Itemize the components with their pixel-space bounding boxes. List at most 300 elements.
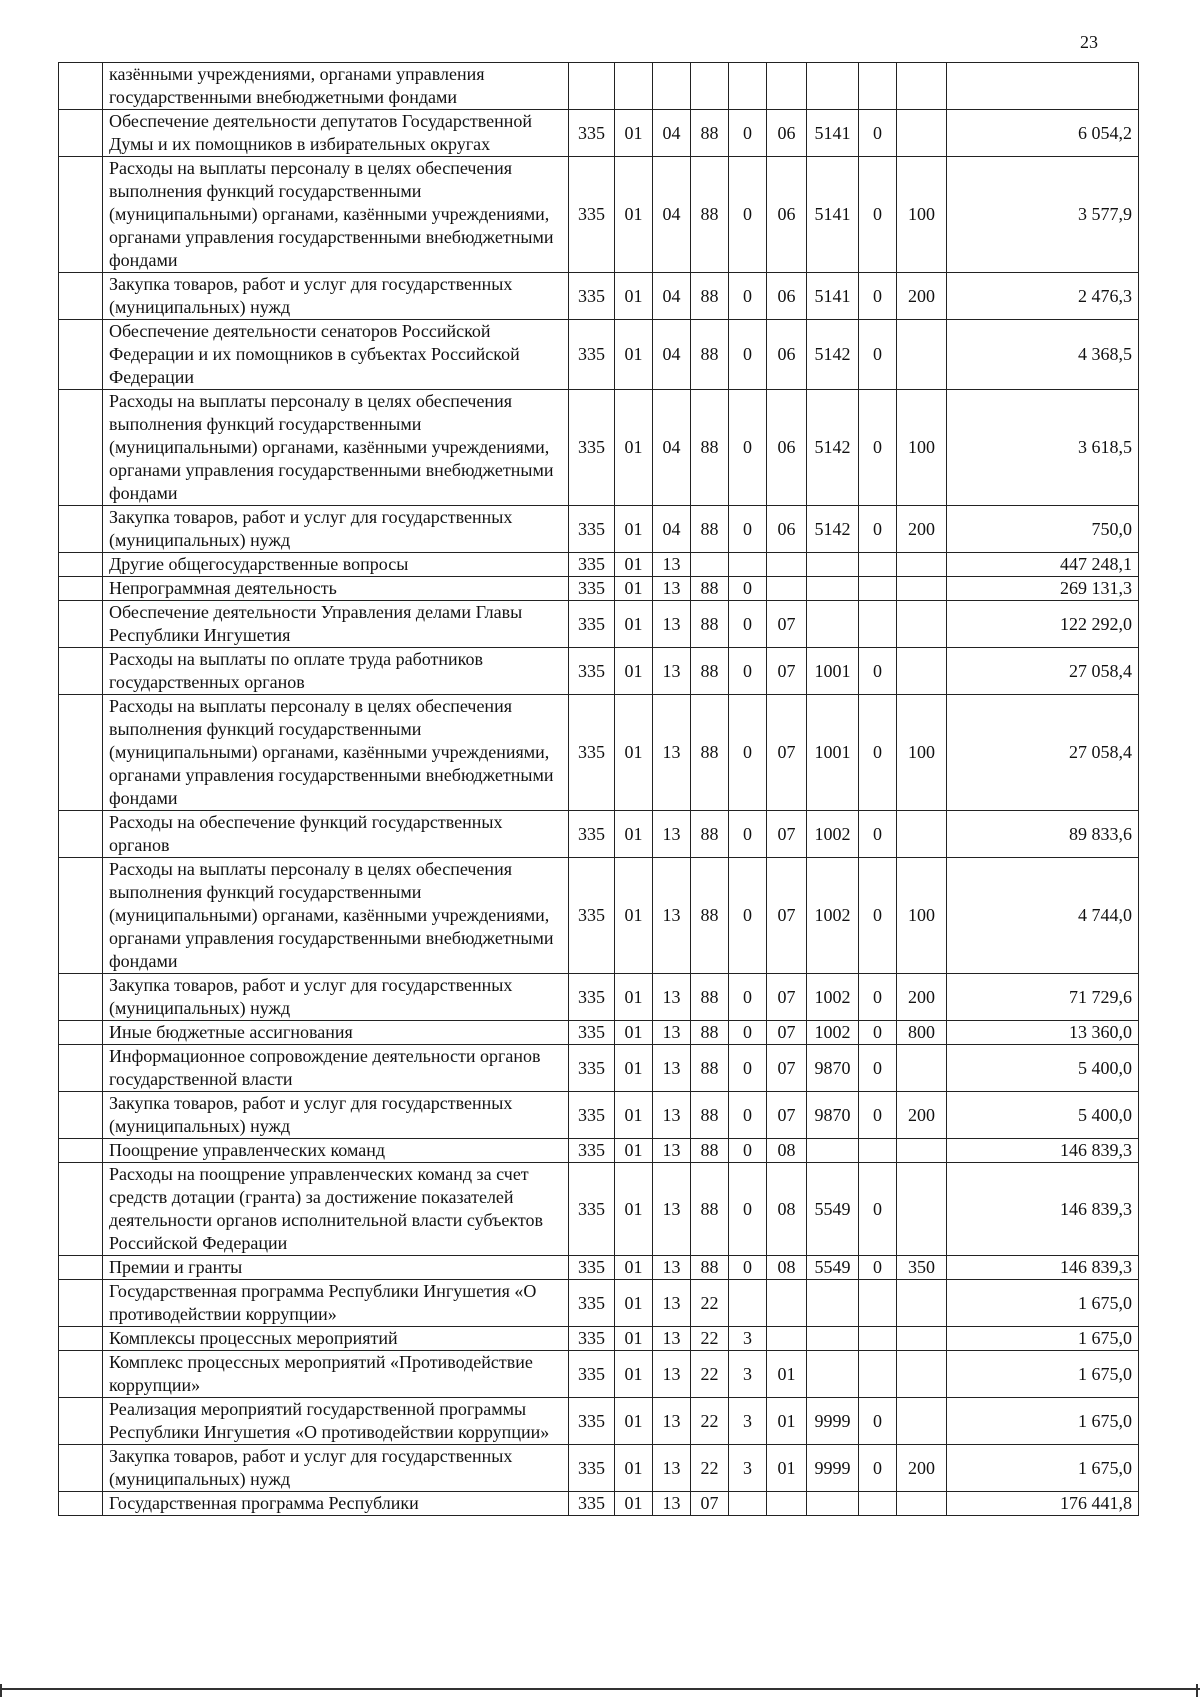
code-section: 01 (615, 1256, 653, 1280)
code-program: 88 (691, 110, 729, 157)
row-name: Закупка товаров, работ и услуг для государственных (муниципальных) нужд (103, 1445, 569, 1492)
code-section: 01 (615, 1445, 653, 1492)
row-name: Расходы на выплаты персоналу в целях обеспечения выполнения функций государственными (муниципальными) органами, казёнными учреждениями, органами управления государственными внебюджетными фондами (103, 695, 569, 811)
code-section: 01 (615, 1351, 653, 1398)
row-margin-cell (59, 1021, 103, 1045)
code-admin: 335 (569, 858, 615, 974)
code-admin: 335 (569, 1445, 615, 1492)
code-admin: 335 (569, 1021, 615, 1045)
code-type (897, 648, 947, 695)
row-amount: 5 400,0 (947, 1045, 1139, 1092)
code-direction: 0 (729, 858, 767, 974)
code-subdirection (767, 1327, 807, 1351)
table-row (59, 273, 1139, 320)
row-margin-cell (59, 1327, 103, 1351)
code-direction: 3 (729, 1398, 767, 1445)
code-subsection: 13 (653, 974, 691, 1021)
code-type (897, 1045, 947, 1092)
code-section: 01 (615, 320, 653, 390)
code-direction: 0 (729, 1092, 767, 1139)
code-section: 01 (615, 506, 653, 553)
code-subsection: 13 (653, 811, 691, 858)
code-type (897, 577, 947, 601)
code-program: 88 (691, 577, 729, 601)
table-row (59, 1351, 1139, 1398)
code-direction: 0 (729, 601, 767, 648)
row-margin-cell (59, 974, 103, 1021)
row-amount: 27 058,4 (947, 695, 1139, 811)
code-expense (807, 1139, 859, 1163)
code-extra (859, 1280, 897, 1327)
code-type (897, 1398, 947, 1445)
code-type (897, 320, 947, 390)
row-margin-cell (59, 390, 103, 506)
table-row (59, 1398, 1139, 1445)
code-direction: 0 (729, 695, 767, 811)
code-direction (729, 553, 767, 577)
code-admin: 335 (569, 390, 615, 506)
code-subdirection: 01 (767, 1351, 807, 1398)
code-expense: 9870 (807, 1092, 859, 1139)
code-expense: 5141 (807, 273, 859, 320)
code-extra: 0 (859, 1092, 897, 1139)
row-margin-cell (59, 320, 103, 390)
row-margin-cell (59, 110, 103, 157)
code-admin: 335 (569, 553, 615, 577)
code-type (897, 1492, 947, 1516)
code-subdirection: 07 (767, 695, 807, 811)
row-margin-cell (59, 577, 103, 601)
code-section: 01 (615, 811, 653, 858)
row-name: Закупка товаров, работ и услуг для государственных (муниципальных) нужд (103, 974, 569, 1021)
row-name: Реализация мероприятий государственной программы Республики Ингушетия «О противодействии коррупции» (103, 1398, 569, 1445)
row-name: Обеспечение деятельности депутатов Государственной Думы и их помощников в избирательных округах (103, 110, 569, 157)
row-name: Поощрение управленческих команд (103, 1139, 569, 1163)
code-direction: 3 (729, 1445, 767, 1492)
code-program (691, 553, 729, 577)
table-row (59, 110, 1139, 157)
code-admin: 335 (569, 1163, 615, 1256)
code-expense (807, 601, 859, 648)
code-section: 01 (615, 1045, 653, 1092)
code-extra: 0 (859, 1398, 897, 1445)
table-row (59, 1445, 1139, 1492)
row-name: Государственная программа Республики (103, 1492, 569, 1516)
table-row (59, 1092, 1139, 1139)
code-subdirection: 01 (767, 1398, 807, 1445)
budget-table (58, 62, 1139, 1516)
code-subdirection: 06 (767, 506, 807, 553)
code-program: 22 (691, 1398, 729, 1445)
row-margin-cell (59, 157, 103, 273)
code-admin: 335 (569, 1492, 615, 1516)
row-name: Расходы на выплаты персоналу в целях обеспечения выполнения функций государственными (муниципальными) органами, казёнными учреждениями, органами управления государственными внебюджетными фондами (103, 157, 569, 273)
table-row (59, 858, 1139, 974)
code-expense: 5549 (807, 1163, 859, 1256)
code-expense: 9999 (807, 1445, 859, 1492)
code-admin: 335 (569, 1398, 615, 1445)
table-row (59, 811, 1139, 858)
code-section: 01 (615, 1092, 653, 1139)
row-name: Обеспечение деятельности сенаторов Российской Федерации и их помощников в субъектах Российской Федерации (103, 320, 569, 390)
code-extra (859, 601, 897, 648)
row-amount: 750,0 (947, 506, 1139, 553)
code-extra: 0 (859, 1045, 897, 1092)
code-extra (859, 1327, 897, 1351)
row-margin-cell (59, 1280, 103, 1327)
code-direction: 0 (729, 1256, 767, 1280)
code-extra: 0 (859, 811, 897, 858)
code-subsection: 04 (653, 390, 691, 506)
code-subdirection: 06 (767, 110, 807, 157)
row-name: Другие общегосударственные вопросы (103, 553, 569, 577)
code-program: 07 (691, 1492, 729, 1516)
code-subdirection: 07 (767, 648, 807, 695)
table-row (59, 648, 1139, 695)
code-admin: 335 (569, 1256, 615, 1280)
table-row (59, 157, 1139, 273)
row-amount: 269 131,3 (947, 577, 1139, 601)
code-expense: 5549 (807, 1256, 859, 1280)
code-section: 01 (615, 1163, 653, 1256)
row-amount: 1 675,0 (947, 1398, 1139, 1445)
code-program: 88 (691, 1021, 729, 1045)
row-amount: 71 729,6 (947, 974, 1139, 1021)
code-type: 200 (897, 273, 947, 320)
row-amount: 122 292,0 (947, 601, 1139, 648)
table-row (59, 1163, 1139, 1256)
row-amount: 146 839,3 (947, 1163, 1139, 1256)
row-margin-cell (59, 1351, 103, 1398)
table-row (59, 601, 1139, 648)
code-program: 88 (691, 1139, 729, 1163)
code-section: 01 (615, 601, 653, 648)
code-direction: 0 (729, 974, 767, 1021)
code-direction: 0 (729, 390, 767, 506)
code-extra (859, 1492, 897, 1516)
row-amount (947, 63, 1139, 110)
code-section: 01 (615, 1280, 653, 1327)
code-expense: 5141 (807, 110, 859, 157)
code-expense (807, 1351, 859, 1398)
code-program: 88 (691, 1163, 729, 1256)
code-direction: 0 (729, 577, 767, 601)
code-type (897, 1163, 947, 1256)
code-admin: 335 (569, 695, 615, 811)
code-expense: 1002 (807, 858, 859, 974)
code-section: 01 (615, 1327, 653, 1351)
row-name: Комплекс процессных мероприятий «Противодействие коррупции» (103, 1351, 569, 1398)
code-expense: 5141 (807, 157, 859, 273)
code-extra: 0 (859, 273, 897, 320)
code-extra (859, 1139, 897, 1163)
row-name: Государственная программа Республики Ингушетия «О противодействии коррупции» (103, 1280, 569, 1327)
code-program (691, 63, 729, 110)
row-name: Непрограммная деятельность (103, 577, 569, 601)
code-subdirection: 07 (767, 601, 807, 648)
code-program: 88 (691, 390, 729, 506)
code-direction: 0 (729, 648, 767, 695)
code-admin: 335 (569, 1351, 615, 1398)
code-subdirection: 08 (767, 1139, 807, 1163)
footer-border-line (0, 1688, 1200, 1690)
row-amount: 2 476,3 (947, 273, 1139, 320)
code-subdirection: 06 (767, 273, 807, 320)
code-admin: 335 (569, 506, 615, 553)
row-name: Иные бюджетные ассигнования (103, 1021, 569, 1045)
row-amount: 5 400,0 (947, 1092, 1139, 1139)
row-amount: 3 577,9 (947, 157, 1139, 273)
code-expense (807, 1280, 859, 1327)
code-subdirection: 06 (767, 157, 807, 273)
code-section (615, 63, 653, 110)
table-row (59, 1256, 1139, 1280)
code-subsection: 13 (653, 1351, 691, 1398)
code-program: 22 (691, 1280, 729, 1327)
code-admin (569, 63, 615, 110)
code-admin: 335 (569, 974, 615, 1021)
code-expense (807, 1327, 859, 1351)
code-subdirection (767, 553, 807, 577)
code-subdirection (767, 63, 807, 110)
code-type: 200 (897, 1445, 947, 1492)
code-expense: 1002 (807, 1021, 859, 1045)
row-margin-cell (59, 1163, 103, 1256)
row-margin-cell (59, 1445, 103, 1492)
page-number: 23 (1080, 32, 1098, 52)
code-admin: 335 (569, 1280, 615, 1327)
code-extra: 0 (859, 648, 897, 695)
code-extra (859, 577, 897, 601)
row-margin-cell (59, 1139, 103, 1163)
row-margin-cell (59, 1092, 103, 1139)
code-subsection: 04 (653, 110, 691, 157)
code-section: 01 (615, 553, 653, 577)
table-row (59, 1021, 1139, 1045)
row-margin-cell (59, 695, 103, 811)
row-amount: 89 833,6 (947, 811, 1139, 858)
code-type (897, 1327, 947, 1351)
code-subsection: 13 (653, 577, 691, 601)
code-expense: 1002 (807, 811, 859, 858)
code-section: 01 (615, 1398, 653, 1445)
code-section: 01 (615, 695, 653, 811)
table-row (59, 506, 1139, 553)
code-type (897, 811, 947, 858)
code-subsection (653, 63, 691, 110)
row-amount: 146 839,3 (947, 1139, 1139, 1163)
code-subsection: 04 (653, 506, 691, 553)
code-expense (807, 63, 859, 110)
code-subsection: 13 (653, 1045, 691, 1092)
row-name: Премии и гранты (103, 1256, 569, 1280)
code-section: 01 (615, 390, 653, 506)
code-type: 200 (897, 1092, 947, 1139)
code-expense: 9870 (807, 1045, 859, 1092)
code-extra: 0 (859, 320, 897, 390)
code-type (897, 553, 947, 577)
row-margin-cell (59, 273, 103, 320)
code-program: 88 (691, 695, 729, 811)
code-program: 88 (691, 858, 729, 974)
code-admin: 335 (569, 1092, 615, 1139)
code-type (897, 1351, 947, 1398)
code-admin: 335 (569, 110, 615, 157)
code-expense: 5142 (807, 506, 859, 553)
code-program: 88 (691, 157, 729, 273)
table-row (59, 1139, 1139, 1163)
row-amount: 447 248,1 (947, 553, 1139, 577)
code-admin: 335 (569, 1327, 615, 1351)
code-subsection: 13 (653, 695, 691, 811)
row-amount: 1 675,0 (947, 1351, 1139, 1398)
code-subsection: 13 (653, 1492, 691, 1516)
row-amount: 6 054,2 (947, 110, 1139, 157)
code-expense: 1001 (807, 695, 859, 811)
code-subsection: 13 (653, 1256, 691, 1280)
code-program: 88 (691, 1256, 729, 1280)
code-type (897, 601, 947, 648)
row-amount: 4 744,0 (947, 858, 1139, 974)
code-section: 01 (615, 577, 653, 601)
code-extra: 0 (859, 506, 897, 553)
row-name: Закупка товаров, работ и услуг для государственных (муниципальных) нужд (103, 1092, 569, 1139)
row-name: Расходы на выплаты персоналу в целях обеспечения выполнения функций государственными (муниципальными) органами, казёнными учреждениями, органами управления государственными внебюджетными фондами (103, 858, 569, 974)
code-expense: 9999 (807, 1398, 859, 1445)
code-type (897, 63, 947, 110)
table-row (59, 390, 1139, 506)
code-subdirection: 08 (767, 1256, 807, 1280)
code-direction (729, 1492, 767, 1516)
code-subdirection: 07 (767, 974, 807, 1021)
code-subsection: 13 (653, 648, 691, 695)
table-row (59, 63, 1139, 110)
code-direction: 0 (729, 273, 767, 320)
code-extra (859, 1351, 897, 1398)
row-amount: 1 675,0 (947, 1327, 1139, 1351)
code-program: 22 (691, 1351, 729, 1398)
row-margin-cell (59, 1492, 103, 1516)
row-amount: 176 441,8 (947, 1492, 1139, 1516)
code-subdirection: 01 (767, 1445, 807, 1492)
row-name: Расходы на выплаты по оплате труда работников государственных органов (103, 648, 569, 695)
code-program: 88 (691, 811, 729, 858)
code-expense (807, 553, 859, 577)
code-subsection: 13 (653, 1163, 691, 1256)
code-direction: 0 (729, 1045, 767, 1092)
code-extra: 0 (859, 858, 897, 974)
code-subdirection: 07 (767, 1092, 807, 1139)
code-admin: 335 (569, 320, 615, 390)
code-type (897, 1139, 947, 1163)
code-subdirection: 07 (767, 1021, 807, 1045)
code-type: 200 (897, 974, 947, 1021)
table-row (59, 1327, 1139, 1351)
row-name: Расходы на выплаты персоналу в целях обеспечения выполнения функций государственными (муниципальными) органами, казёнными учреждениями, органами управления государственными внебюджетными фондами (103, 390, 569, 506)
code-type: 350 (897, 1256, 947, 1280)
row-name: казёнными учреждениями, органами управления государственными внебюджетными фондами (103, 63, 569, 110)
row-margin-cell (59, 1398, 103, 1445)
row-margin-cell (59, 858, 103, 974)
code-direction (729, 63, 767, 110)
code-direction (729, 1280, 767, 1327)
table-row (59, 1280, 1139, 1327)
code-direction: 0 (729, 506, 767, 553)
code-subdirection: 07 (767, 811, 807, 858)
code-program: 22 (691, 1445, 729, 1492)
row-margin-cell (59, 811, 103, 858)
code-program: 88 (691, 974, 729, 1021)
code-type: 100 (897, 695, 947, 811)
code-admin: 335 (569, 577, 615, 601)
code-expense: 1001 (807, 648, 859, 695)
code-subsection: 13 (653, 858, 691, 974)
table-row (59, 695, 1139, 811)
code-direction: 0 (729, 1139, 767, 1163)
row-name: Расходы на поощрение управленческих команд за счет средств дотации (гранта) за достижение показателей деятельности органов исполнительной власти субъектов Российской Федерации (103, 1163, 569, 1256)
code-direction: 0 (729, 1163, 767, 1256)
code-section: 01 (615, 157, 653, 273)
code-type: 100 (897, 157, 947, 273)
code-direction: 3 (729, 1327, 767, 1351)
row-name: Обеспечение деятельности Управления делами Главы Республики Ингушетия (103, 601, 569, 648)
row-margin-cell (59, 1256, 103, 1280)
code-subdirection: 07 (767, 858, 807, 974)
code-direction: 3 (729, 1351, 767, 1398)
code-extra (859, 63, 897, 110)
code-type: 100 (897, 390, 947, 506)
table-row (59, 320, 1139, 390)
code-extra (859, 553, 897, 577)
row-name: Закупка товаров, работ и услуг для государственных (муниципальных) нужд (103, 273, 569, 320)
row-amount: 1 675,0 (947, 1445, 1139, 1492)
code-direction: 0 (729, 320, 767, 390)
code-extra: 0 (859, 1163, 897, 1256)
code-extra: 0 (859, 695, 897, 811)
code-program: 88 (691, 320, 729, 390)
code-extra: 0 (859, 110, 897, 157)
code-extra: 0 (859, 1021, 897, 1045)
code-expense: 1002 (807, 974, 859, 1021)
code-extra: 0 (859, 974, 897, 1021)
code-subdirection: 08 (767, 1163, 807, 1256)
code-section: 01 (615, 1139, 653, 1163)
code-subdirection (767, 1492, 807, 1516)
code-subsection: 13 (653, 1398, 691, 1445)
code-admin: 335 (569, 273, 615, 320)
code-admin: 335 (569, 1139, 615, 1163)
code-type (897, 1280, 947, 1327)
code-program: 88 (691, 506, 729, 553)
footer-corner-left (0, 1684, 2, 1697)
code-subsection: 04 (653, 273, 691, 320)
code-admin: 335 (569, 811, 615, 858)
code-extra: 0 (859, 1256, 897, 1280)
code-subsection: 13 (653, 553, 691, 577)
row-amount: 13 360,0 (947, 1021, 1139, 1045)
code-subsection: 13 (653, 1327, 691, 1351)
code-expense (807, 1492, 859, 1516)
code-program: 88 (691, 648, 729, 695)
code-expense (807, 577, 859, 601)
code-section: 01 (615, 110, 653, 157)
code-subsection: 13 (653, 1021, 691, 1045)
row-margin-cell (59, 63, 103, 110)
code-subsection: 13 (653, 1280, 691, 1327)
row-amount: 4 368,5 (947, 320, 1139, 390)
row-name: Закупка товаров, работ и услуг для государственных (муниципальных) нужд (103, 506, 569, 553)
code-expense: 5142 (807, 390, 859, 506)
